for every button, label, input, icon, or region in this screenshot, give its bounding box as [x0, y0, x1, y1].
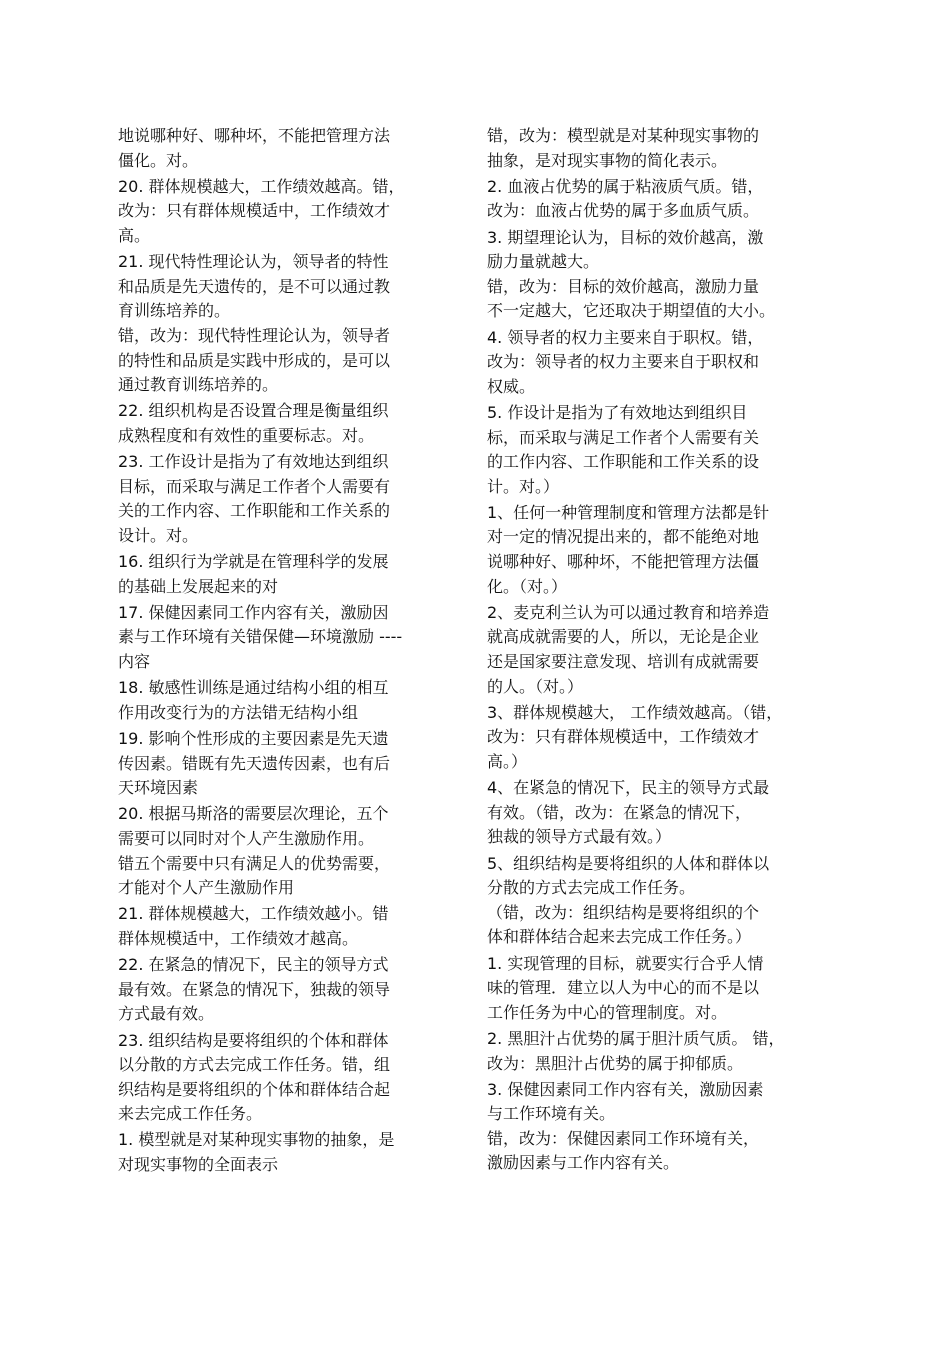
paragraph: 1. 模型就是对某种现实事物的抽象，是 对现实事物的全面表示	[118, 1130, 395, 1175]
paragraph: 20. 根据马斯洛的需要层次理论，五个 需要可以同时对个人产生激励作用。 错五个需要中只有满足人的优势需要， 才能对个人产生激励作用	[118, 804, 391, 898]
paragraph: 3、群体规模越大， 工作绩效越高。（错， 改为：只有群体规模适中，工作绩效才 高。）	[487, 702, 783, 771]
paragraph: 3. 保健因素同工作内容有关，激励因素 与工作环境有关。 错，改为：保健因素同工作环境有关， 激励因素与工作内容有关。	[487, 1079, 764, 1173]
paragraph: 16. 组织行为学就是在管理科学的发展 的基础上发展起来的对	[118, 552, 389, 596]
paragraph: 1、任何一种管理制度和管理方法都是针 对一定的情况提出来的，都不能绝对地 说哪种好、哪种坏，不能把管理方法僵 化。（对。）	[487, 502, 770, 596]
paragraph: 22. 在紧急的情况下，民主的领导方式 最有效。在紧急的情况下，独裁的领导 方式最有效。	[118, 955, 391, 1024]
paragraph: 17. 保健因素同工作内容有关，激励因 素与工作环境有关错保健—环境激励 ---- 内容	[118, 602, 403, 672]
paragraph: 18. 敏感性训练是通过结构小组的相互 作用改变行为的方法错无结构小组	[118, 678, 389, 722]
paragraph: 地说哪种好、哪种坏，不能把管理方法 僵化。对。	[118, 126, 391, 170]
paragraph: 22. 组织机构是否设置合理是衡量组织 成熟程度和有效性的重要标志。对。	[118, 401, 389, 445]
paragraph: 19. 影响个性形成的主要因素是先天遗 传因素。错既有先天遗传因素，也有后 天环境因素	[118, 729, 391, 798]
paragraph: 21. 群体规模越大，工作绩效越小。错 群体规模适中，工作绩效才越高。	[118, 904, 389, 948]
paragraph: 错，改为：模型就是对某种现实事物的 抽象，是对现实事物的简化表示。	[487, 126, 760, 170]
paragraph: 4. 领导者的权力主要来自于职权。错， 改为：领导者的权力主要来自于职权和 权威。	[487, 327, 764, 396]
paragraph: 2. 黑胆汁占优势的属于胆汁质气质。 错， 改为：黑胆汁占优势的属于抑郁质。	[487, 1028, 785, 1073]
paragraph: 21. 现代特性理论认为，领导者的特性 和品质是先天遗传的，是不可以通过教 育训练培养的。 错，改为：现代特性理论认为，领导者 的特性和品质是实践中形成的，是可以 通过教育训练培养的。	[118, 252, 391, 395]
paragraph: 23. 工作设计是指为了有效地达到组织 目标，而采取与满足工作者个人需要有 关的工作内容、工作职能和工作关系的 设计。对。	[118, 452, 391, 545]
paragraph: 5、组织结构是要将组织的人体和群体以 分散的方式去完成工作任务。 （错，改为：组织结构是要将组织的个 体和群体结合起来去完成工作任务。）	[487, 853, 770, 947]
paragraph: 23. 组织结构是要将组织的个体和群体 以分散的方式去完成工作任务。错，组 织结构是要将组织的个体和群体结合起 来去完成工作任务。	[118, 1030, 391, 1124]
left-column	[118, 124, 458, 1179]
paragraph: 2、麦克利兰认为可以通过教育和培养造 就高成就需要的人，所以，无论是企业 还是国家要注意发现、培训有成就需要 的人。（对。）	[487, 602, 770, 696]
paragraph: 4、在紧急的情况下，民主的领导方式最 有效。（错，改为：在紧急的情况下， 独裁的领导方式最有效。）	[487, 778, 770, 847]
paragraph: 1. 实现管理的目标，就要实行合乎人情 味的管理．建立以人为中心的而不是以 工作任务为中心的管理制度。对。	[487, 953, 764, 1022]
paragraph: 5. 作设计是指为了有效地达到组织目 标，而采取与满足工作者个人需要有关 的工作内容、工作职能和工作关系的设 计。对。）	[487, 402, 760, 496]
right-column	[487, 124, 822, 1178]
paragraph: 2. 血液占优势的属于粘液质气质。错， 改为：血液占优势的属于多血质气质。	[487, 176, 764, 221]
paragraph: 20. 群体规模越大，工作绩效越高。错， 改为：只有群体规模适中，工作绩效才 高。	[118, 176, 405, 245]
paragraph: 3. 期望理论认为，目标的效价越高，激 励力量就越大。 错，改为：目标的效价越高，激励力量 不一定越大，它还取决于期望值的大小。	[487, 227, 776, 321]
